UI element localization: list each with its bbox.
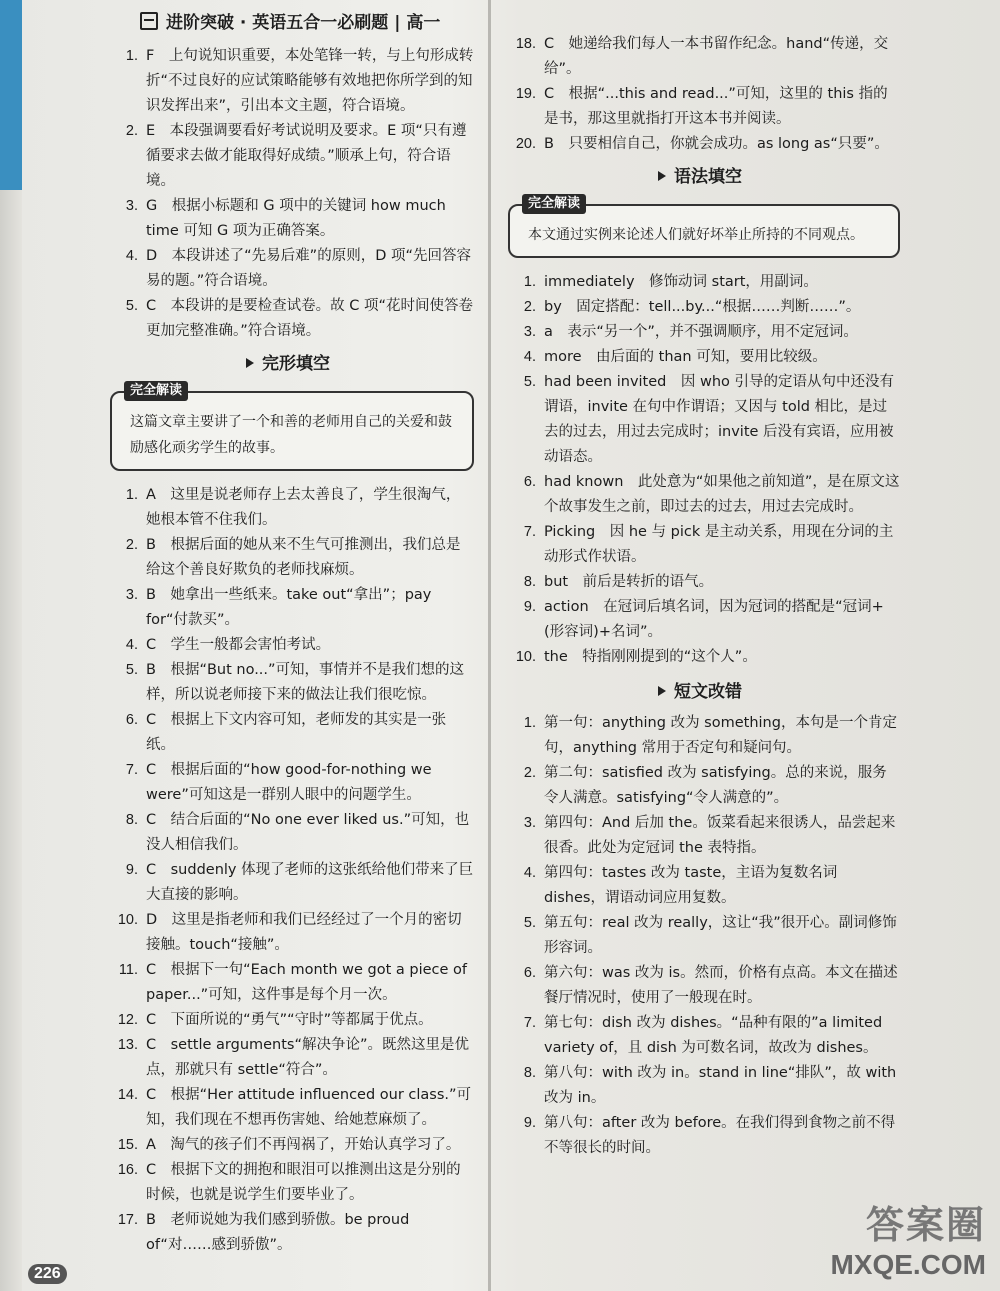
answer-number: 15. <box>117 1137 138 1153</box>
answer-number: 12. <box>117 1012 138 1028</box>
answer-number: 6. <box>523 965 536 981</box>
answer-number: 1. <box>523 715 536 731</box>
reading-answer-list <box>102 44 474 344</box>
answer-item <box>500 761 900 811</box>
answer-text: immediately 修饰动词 start，用副词。 <box>544 274 818 290</box>
cloze-summary-box <box>110 383 474 471</box>
page-edge-shadow <box>0 190 22 1291</box>
answer-text: 第八句：after 改为 before。在我们得到食物之前不得不等很长的时间。 <box>544 1115 896 1156</box>
triangle-bullet-icon <box>658 686 666 696</box>
answer-number: 3. <box>523 324 536 340</box>
answer-item <box>500 1061 900 1111</box>
answer-item <box>102 119 474 194</box>
answer-number: 4. <box>523 349 536 365</box>
answer-item <box>102 294 474 344</box>
answer-number: 17. <box>117 1212 138 1228</box>
answer-item <box>102 583 474 633</box>
summary-text: 这篇文章主要讲了一个和善的老师用自己的关爱和鼓励感化顽劣学生的故事。 <box>130 414 452 456</box>
answer-text: C settle arguments“解决争论”。既然这里是优点，那就只有 settle“符合”。 <box>146 1037 470 1078</box>
answer-number: 3. <box>125 587 138 603</box>
answer-number: 7. <box>523 524 536 540</box>
answer-text: D 本段讲述了“先易后难”的原则，D 项“先回答容易的题。”符合语境。 <box>146 248 471 289</box>
answer-item <box>500 320 900 345</box>
answer-item <box>102 908 474 958</box>
answer-item <box>102 758 474 808</box>
answer-text: D 这里是指老师和我们已经经过了一个月的密切接触。touch“接触”。 <box>146 912 462 953</box>
answer-text: B 根据“But no...”可知，事情并不是我们想的这样，所以说老师接下来的做法让我们很吃惊。 <box>146 662 465 703</box>
answer-item <box>102 533 474 583</box>
answer-item <box>500 132 900 157</box>
answer-number: 8. <box>125 812 138 828</box>
answer-text: C 她递给我们每人一本书留作纪念。hand“传递，交给”。 <box>544 36 889 77</box>
answer-number: 10. <box>117 912 138 928</box>
answer-text: E 本段强调要看好考试说明及要求。E 项“只有遵循要求去做才能取得好成绩。”顺承上句，符合语境。 <box>146 123 467 189</box>
answer-number: 1. <box>523 274 536 290</box>
answer-item <box>500 345 900 370</box>
answer-number: 9. <box>125 862 138 878</box>
answer-item <box>102 1158 474 1208</box>
answer-text: C 学生一般都会害怕考试。 <box>146 637 331 653</box>
page-header <box>140 8 440 33</box>
answer-text: 第二句：satisfied 改为 satisfying。总的来说，服务令人满意。satisfying“令人满意的”。 <box>544 765 887 806</box>
answer-text: more 由后面的 than 可知，要用比较级。 <box>544 349 827 365</box>
column-divider <box>488 0 491 1291</box>
answer-number: 5. <box>523 915 536 931</box>
answer-text: 第五句：real 改为 really，这让“我”很开心。副词修饰形容词。 <box>544 915 897 956</box>
site-watermark <box>830 1194 986 1281</box>
answer-text: B 只要相信自己，你就会成功。as long as“只要”。 <box>544 136 889 152</box>
triangle-bullet-icon <box>658 171 666 181</box>
answer-number: 5. <box>125 298 138 314</box>
blue-edge-strip <box>0 0 22 190</box>
summary-text: 本文通过实例来论述人们就好坏举止所持的不同观点。 <box>528 227 864 243</box>
answer-number: 9. <box>523 1115 536 1131</box>
answer-text: 第一句：anything 改为 something，本句是一个肯定句，anything 常用于否定句和疑问句。 <box>544 715 897 756</box>
answer-text: C 下面所说的“勇气”“守时”等都属于优点。 <box>146 1012 433 1028</box>
cloze-answer-list-continued <box>500 32 900 157</box>
answer-number: 3. <box>523 815 536 831</box>
answer-item <box>102 958 474 1008</box>
left-column <box>102 44 474 1258</box>
answer-number: 4. <box>125 248 138 264</box>
answer-item <box>102 708 474 758</box>
grammar-section-title: 语法填空 <box>500 165 900 190</box>
answer-number: 1. <box>125 487 138 503</box>
answer-text: C 根据上下文内容可知，老师发的其实是一张纸。 <box>146 712 447 753</box>
answer-text: C 根据下文的拥抱和眼泪可以推测出这是分别的时候，也就是说学生们要毕业了。 <box>146 1162 461 1203</box>
answer-item <box>102 1208 474 1258</box>
answer-item <box>102 194 474 244</box>
answer-text: 第六句：was 改为 is。然而，价格有点高。本文在描述餐厅情况时，使用了一般现在时。 <box>544 965 898 1006</box>
answer-number: 5. <box>125 662 138 678</box>
answer-item <box>102 1033 474 1083</box>
answer-number: 6. <box>125 712 138 728</box>
answer-text: C 根据“Her attitude influenced our class.”可知，我们现在不想再伤害她、给她惹麻烦了。 <box>146 1087 472 1128</box>
answer-text: Picking 因 he 与 pick 是主动关系，用现在分词的主动形式作状语。 <box>544 524 894 565</box>
answer-number: 4. <box>125 637 138 653</box>
cloze-section-title: 完形填空 <box>102 352 474 377</box>
correction-answer-list <box>500 711 900 1161</box>
answer-number: 8. <box>523 1065 536 1081</box>
answer-text: C 结合后面的“No one ever liked us.”可知，也没人相信我们。 <box>146 812 470 853</box>
answer-number: 19. <box>515 86 536 102</box>
answer-item <box>500 520 900 570</box>
watermark-bottom: MXQE.COM <box>830 1249 986 1280</box>
answer-text: action 在冠词后填名词，因为冠词的搭配是“冠词+(形容词)+名词”。 <box>544 599 884 640</box>
answer-number: 2. <box>523 765 536 781</box>
answer-item <box>102 1008 474 1033</box>
answer-number: 1. <box>125 48 138 64</box>
answer-item <box>102 44 474 119</box>
answer-item <box>500 595 900 645</box>
answer-item <box>102 658 474 708</box>
answer-number: 6. <box>523 474 536 490</box>
triangle-bullet-icon <box>246 358 254 368</box>
answer-item <box>500 861 900 911</box>
answer-text: C suddenly 体现了老师的这张纸给他们带来了巨大直接的影响。 <box>146 862 474 903</box>
watermark-top: 答案圈 <box>865 1203 986 1247</box>
answer-text: had known 此处意为“如果他之前知道”，是在原文这个故事发生之前，即过去的过去，用过去完成时。 <box>544 474 900 515</box>
answer-number: 14. <box>117 1087 138 1103</box>
answer-item <box>500 711 900 761</box>
answer-item <box>500 470 900 520</box>
answer-text: B 老师说她为我们感到骄傲。be proud of“对……感到骄傲”。 <box>146 1212 410 1253</box>
answer-text: G 根据小标题和 G 项中的关键词 how much time 可知 G 项为正确答案。 <box>146 198 446 239</box>
answer-item <box>102 244 474 294</box>
answer-number: 2. <box>125 123 138 139</box>
answer-text: C 根据下一句“Each month we got a piece of paper...”可知，这件事是每个月一次。 <box>146 962 468 1003</box>
answer-number: 2. <box>523 299 536 315</box>
answer-item <box>102 1133 474 1158</box>
answer-text: F 上句说知识重要，本处笔锋一转，与上句形成转折“不过良好的应试策略能够有效地把你所学到的知识发挥出来”，引出本文主题，符合语境。 <box>146 48 474 114</box>
answer-text: C 本段讲的是要检查试卷。故 C 项“花时间使答卷更加完整准确。”符合语境。 <box>146 298 473 339</box>
answer-item <box>500 82 900 132</box>
answer-number: 20. <box>515 136 536 152</box>
answer-text: but 前后是转折的语气。 <box>544 574 714 590</box>
answer-item <box>500 570 900 595</box>
answer-number: 7. <box>125 762 138 778</box>
answer-number: 4. <box>523 865 536 881</box>
answer-item <box>500 1011 900 1061</box>
answer-number: 18. <box>515 36 536 52</box>
answer-text: the 特指刚刚提到的“这个人”。 <box>544 649 757 665</box>
book-icon <box>140 12 158 30</box>
correction-section-title: 短文改错 <box>500 680 900 705</box>
answer-item <box>102 483 474 533</box>
answer-number: 2. <box>125 537 138 553</box>
answer-number: 16. <box>117 1162 138 1178</box>
summary-tag: 完全解读 <box>522 194 586 214</box>
answer-number: 5. <box>523 374 536 390</box>
header-title: 进阶突破 · 英语五合一必刷题 | 高一 <box>166 13 441 33</box>
answer-text: B 根据后面的她从来不生气可推测出，我们总是给这个善良好欺负的老师找麻烦。 <box>146 537 461 578</box>
answer-text: C 根据“...this and read...”可知，这里的 this 指的是书，那这里就指打开这本书并阅读。 <box>544 86 888 127</box>
answer-text: 第四句：And 后加 the。饭菜看起来很诱人，品尝起来很香。此处为定冠词 the 表特指。 <box>544 815 896 856</box>
answer-item <box>500 811 900 861</box>
answer-number: 8. <box>523 574 536 590</box>
answer-text: a 表示“另一个”，并不强调顺序，用不定冠词。 <box>544 324 858 340</box>
answer-text: B 她拿出一些纸来。take out“拿出”；pay for“付款买”。 <box>146 587 432 628</box>
answer-number: 13. <box>117 1037 138 1053</box>
grammar-answer-list <box>500 270 900 670</box>
answer-item <box>500 370 900 470</box>
answer-text: A 这里是说老师存上去太善良了，学生很淘气，她根本管不住我们。 <box>146 487 461 528</box>
answer-text: 第七句：dish 改为 dishes。“品种有限的”a limited variety of，且 dish 为可数名词，故改为 dishes。 <box>544 1015 883 1056</box>
cloze-answer-list <box>102 483 474 1258</box>
answer-text: 第八句：with 改为 in。stand in line“排队”，故 with 改为 in。 <box>544 1065 897 1106</box>
answer-text: had been invited 因 who 引导的定语从句中还没有谓语，invite 在句中作谓语；又因与 told 相比，是过去的过去，用过去完成时；invite 后没有宾语，应用被动语态。 <box>544 374 895 465</box>
answer-text: by 固定搭配：tell...by...“根据……判断……”。 <box>544 299 861 315</box>
answer-item <box>500 645 900 670</box>
answer-number: 11. <box>118 962 138 978</box>
answer-item <box>102 633 474 658</box>
answer-text: A 淘气的孩子们不再闯祸了，开始认真学习了。 <box>146 1137 461 1153</box>
right-column <box>500 32 900 1161</box>
answer-number: 10. <box>515 649 536 665</box>
answer-item <box>102 1083 474 1133</box>
answer-item <box>500 295 900 320</box>
page-number: 226 <box>28 1264 67 1284</box>
answer-text: C 根据后面的“how good-for-nothing we were”可知这是一群别人眼中的问题学生。 <box>146 762 432 803</box>
answer-item <box>500 1111 900 1161</box>
answer-text: 第四句：tastes 改为 taste，主语为复数名词 dishes，谓语动词应用复数。 <box>544 865 838 906</box>
answer-number: 3. <box>125 198 138 214</box>
answer-item <box>102 858 474 908</box>
answer-item <box>500 32 900 82</box>
answer-number: 7. <box>523 1015 536 1031</box>
grammar-summary-box <box>508 196 900 258</box>
answer-number: 9. <box>523 599 536 615</box>
answer-item <box>500 961 900 1011</box>
answer-item <box>500 270 900 295</box>
summary-tag: 完全解读 <box>124 381 188 401</box>
answer-item <box>500 911 900 961</box>
answer-item <box>102 808 474 858</box>
